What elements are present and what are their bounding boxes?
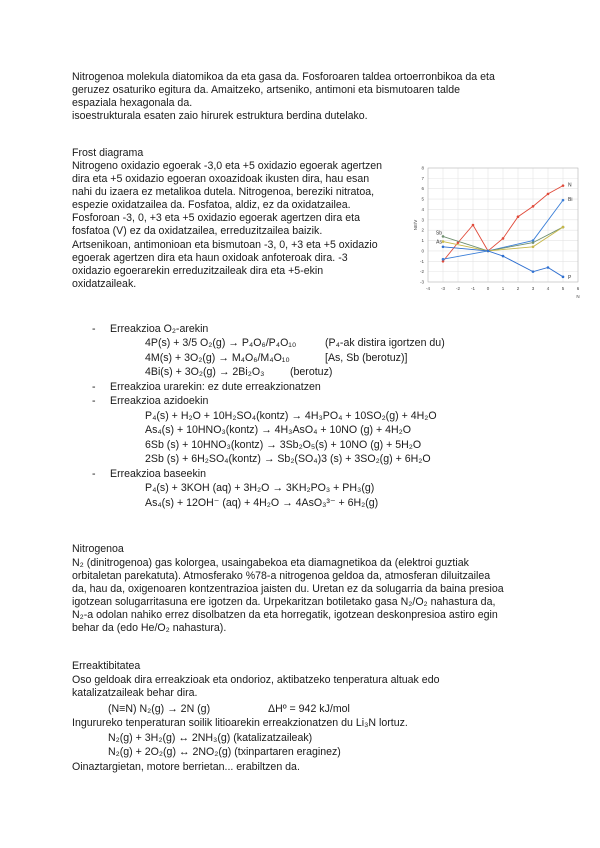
series-label-as: As xyxy=(436,239,442,246)
intro-line: geruzez osaturiko egitura da. Amaitzeko, artseniko, antimoni eta bismutoaren talde xyxy=(72,84,461,97)
frost-line: dira eta +5 oxidazio egoeran oxoazidoak ikusten dira, hau esan xyxy=(72,173,370,186)
frost-line: Artsenikoan, antimonioan eta bismutoan -3, 0, +3 eta +5 oxidazio xyxy=(72,238,378,251)
intro-line: Nitrogenoa molekula diatomikoa da eta gasa da. Fosforoaren taldea ortoerronbikoa da eta xyxy=(72,71,495,83)
data-point-p xyxy=(487,250,490,253)
y-tick-label: 8 xyxy=(421,165,424,171)
bullet-dash: - xyxy=(92,395,96,407)
reactivity-line: Ingurureko tenperaturan soilik litioarekin erreakzionatzen du Li₃N lortuz. xyxy=(72,717,408,729)
data-point-n xyxy=(472,224,475,227)
y-tick-label: 3 xyxy=(421,217,424,223)
x-axis-label: N xyxy=(576,294,580,299)
y-tick-label: 2 xyxy=(421,227,424,233)
data-point-sb xyxy=(532,241,535,244)
reactivity-energy: ΔHº = 942 kJ/mol xyxy=(268,703,350,715)
frost-line: nahi du izaera ez metalikoa dutela. Nitrogenoa, bereziki nitratoa, xyxy=(72,186,375,199)
reaction-oxygen-title: Erreakzioa O₂-arekin xyxy=(110,323,209,335)
data-point-p xyxy=(442,245,445,248)
x-tick-label: 3 xyxy=(531,286,535,291)
x-tick-label: 5 xyxy=(561,286,565,291)
intro-line: espaziala hexagonala da. xyxy=(72,97,193,110)
y-tick-label: -1 xyxy=(419,258,424,264)
nitrogen-paragraph xyxy=(72,557,526,636)
nitrogen-line: N₂-a odolan nahiko errez disolbatzen da eta horregatik, igotzean deskonpresioa astiro egin xyxy=(72,609,498,622)
reactivity-eq: N₂(g) + 3H₂(g) ↔ 2NH₃(g) (katalizatzaileak) xyxy=(108,732,313,744)
frost-line: oxidatzaileak. xyxy=(72,277,137,290)
frost-line: espezie oxidatzailea da. Fosfatoa, aldiz, ez da oxidatzailea. xyxy=(72,199,351,212)
data-point-n xyxy=(502,237,505,240)
data-point-p xyxy=(502,255,505,258)
y-tick-label: 0 xyxy=(421,248,424,254)
reaction-water: Erreakzioa urarekin: ez dute erreakzionatzen xyxy=(110,381,321,393)
data-point-bi xyxy=(562,199,565,202)
reactivity-line: Oinaztargietan, motore berrietan... erabiltzen da. xyxy=(72,761,300,773)
frost-heading: Frost diagrama xyxy=(72,147,144,159)
y-tick-label: -2 xyxy=(419,269,424,275)
data-point-n xyxy=(547,193,550,196)
reaction-oxygen-note: (P₄-ak distira igortzen du) xyxy=(325,337,445,349)
data-point-n xyxy=(532,205,535,208)
data-point-p xyxy=(562,276,565,279)
reactivity-eq: (N≡N) N₂(g) → 2N (g) xyxy=(108,703,211,715)
reaction-oxygen-note: [As, Sb (berotuz)] xyxy=(325,352,408,364)
reaction-acid-eq: 2Sb (s) + 6H₂SO₄(kontz) → Sb₂(SO₄)3 (s) + 3SO₂(g) + 6H₂O xyxy=(145,453,431,465)
x-tick-label: -4 xyxy=(425,286,431,291)
series-label-p: P xyxy=(568,274,572,281)
data-point-as xyxy=(532,245,535,248)
intro-line: isoestrukturala esaten zaio hirurek estruktura berdina dutelako. xyxy=(72,110,368,123)
data-point-as xyxy=(562,226,565,229)
frost-line: Fosforoan -3, 0, +3 eta +5 oxidazio egoerak agertzen dira eta xyxy=(72,212,360,225)
frost-paragraph xyxy=(72,160,401,291)
data-point-p xyxy=(532,270,535,273)
reactivity-line: Oso geldoak dira erreakzioak eta ondorioz, aktibatzeko tenperatura altuak edo xyxy=(72,674,440,686)
reactivity-paragraph xyxy=(72,674,526,700)
y-tick-label: 7 xyxy=(421,175,424,181)
y-tick-label: 5 xyxy=(421,196,424,202)
reactivity-eq: N₂(g) + 2O₂(g) ↔ 2NO₂(g) (txinpartaren eraginez) xyxy=(108,746,341,758)
series-label-bi: Bi xyxy=(568,197,573,204)
y-axis-label: NE/V xyxy=(413,219,418,231)
reaction-base-title: Erreakzioa baseekin xyxy=(110,468,206,480)
data-point-bi xyxy=(442,258,445,261)
frost-line: oxidazio egoerarekin erreduzitzaileak dira eta +5-ekin xyxy=(72,264,324,277)
nitrogen-line: N₂ (dinitrogenoa) gas kolorgea, usaingabekoa eta diamagnetikoa da (elektroi guztiak xyxy=(72,557,469,569)
x-tick-label: -3 xyxy=(440,286,446,291)
bullet-dash: - xyxy=(92,323,96,335)
nitrogen-heading: Nitrogenoa xyxy=(72,543,124,555)
reaction-oxygen-eq: 4M(s) + 3O₂(g) → M₄O₆/M₄O₁₀ xyxy=(145,352,290,364)
reactivity-line: katalizatzaileak behar dira. xyxy=(72,687,198,700)
data-point-p xyxy=(547,266,550,269)
reaction-oxygen-eq: 4P(s) + 3/5 O₂(g) → P₄O₆/P₄O₁₀ xyxy=(145,337,297,349)
y-tick-label: 6 xyxy=(421,186,424,192)
x-tick-label: 2 xyxy=(516,286,520,291)
frost-line: egoerak agertzen dira eta haun oxidoak anfoteroak dira. -3 xyxy=(72,251,348,264)
data-point-n xyxy=(517,215,520,218)
y-tick-label: 1 xyxy=(421,238,424,244)
x-tick-label: 6 xyxy=(576,286,580,291)
reaction-acid-eq: 6Sb (s) + 10HNO₃(kontz) → 3Sb₂O₅(s) + 10NO (g) + 5H₂O xyxy=(145,439,422,451)
reaction-acid-eq: P₄(s) + H₂O + 10H₂SO₄(kontz) → 4H₃PO₄ + 10SO₂(g) + 4H₂O xyxy=(145,410,437,422)
x-tick-label: -2 xyxy=(455,286,461,291)
y-tick-label: -3 xyxy=(419,279,424,285)
data-point-n xyxy=(562,184,565,187)
bullet-dash: - xyxy=(92,468,96,480)
x-tick-label: 1 xyxy=(501,286,505,291)
bullet-dash: - xyxy=(92,381,96,393)
series-label-sb: Sb xyxy=(435,230,442,237)
frost-line: Nitrogeno oxidazio egoerak -3,0 eta +5 oxidazio egoerak agertzen xyxy=(72,160,383,172)
reaction-base-eq: P₄(s) + 3KOH (aq) + 3H₂O → 3KH₂PO₃ + PH₃(g) xyxy=(145,482,375,494)
x-tick-label: 4 xyxy=(546,286,550,291)
nitrogen-line: orbitaletan parekatuta). Atmosferako %78-a nitrogenoa geldoa da, atmosferan diluitzailea xyxy=(72,570,491,583)
reaction-oxygen-eq: 4Bi(s) + 3O₂(g) → 2Bi₂O₃ xyxy=(145,366,265,378)
reaction-base-eq: As₄(s) + 12OH⁻ (aq) + 4H₂O → 4AsO₃³⁻ + 6H₂(g) xyxy=(145,497,379,509)
intro-paragraph xyxy=(72,71,526,123)
nitrogen-line: da, hau da, oxigenoaren kontzentrazioa jaisten du. Uretan ez da solugarria da baina presioa xyxy=(72,583,504,596)
x-tick-label: 0 xyxy=(486,286,490,291)
frost-chart xyxy=(410,160,595,300)
frost-line: fosfatoa (V) ez da oxidatzailea, erreduzitzailea baizik. xyxy=(72,225,323,238)
data-point-sb xyxy=(442,235,445,238)
reaction-acid-title: Erreakzioa azidoekin xyxy=(110,395,209,407)
reactivity-heading: Erreaktibitatea xyxy=(72,660,141,672)
nitrogen-line: behar da (edo He/O₂ nahastura). xyxy=(72,622,227,635)
y-tick-label: 4 xyxy=(421,206,424,212)
series-label-n: N xyxy=(568,182,572,189)
nitrogen-line: igotzean solugarritasuna ere igotzen da. Urpekaritzan botiletako gasa N₂/O₂ nahastura da, xyxy=(72,596,496,609)
reaction-acid-eq: As₄(s) + 10HNO₃(kontz) → 4H₃AsO₄ + 10NO (g) + 4H₂O xyxy=(145,424,411,436)
data-point-as xyxy=(442,240,445,243)
x-tick-label: -1 xyxy=(470,286,476,291)
reaction-oxygen-note: (berotuz) xyxy=(290,366,333,378)
